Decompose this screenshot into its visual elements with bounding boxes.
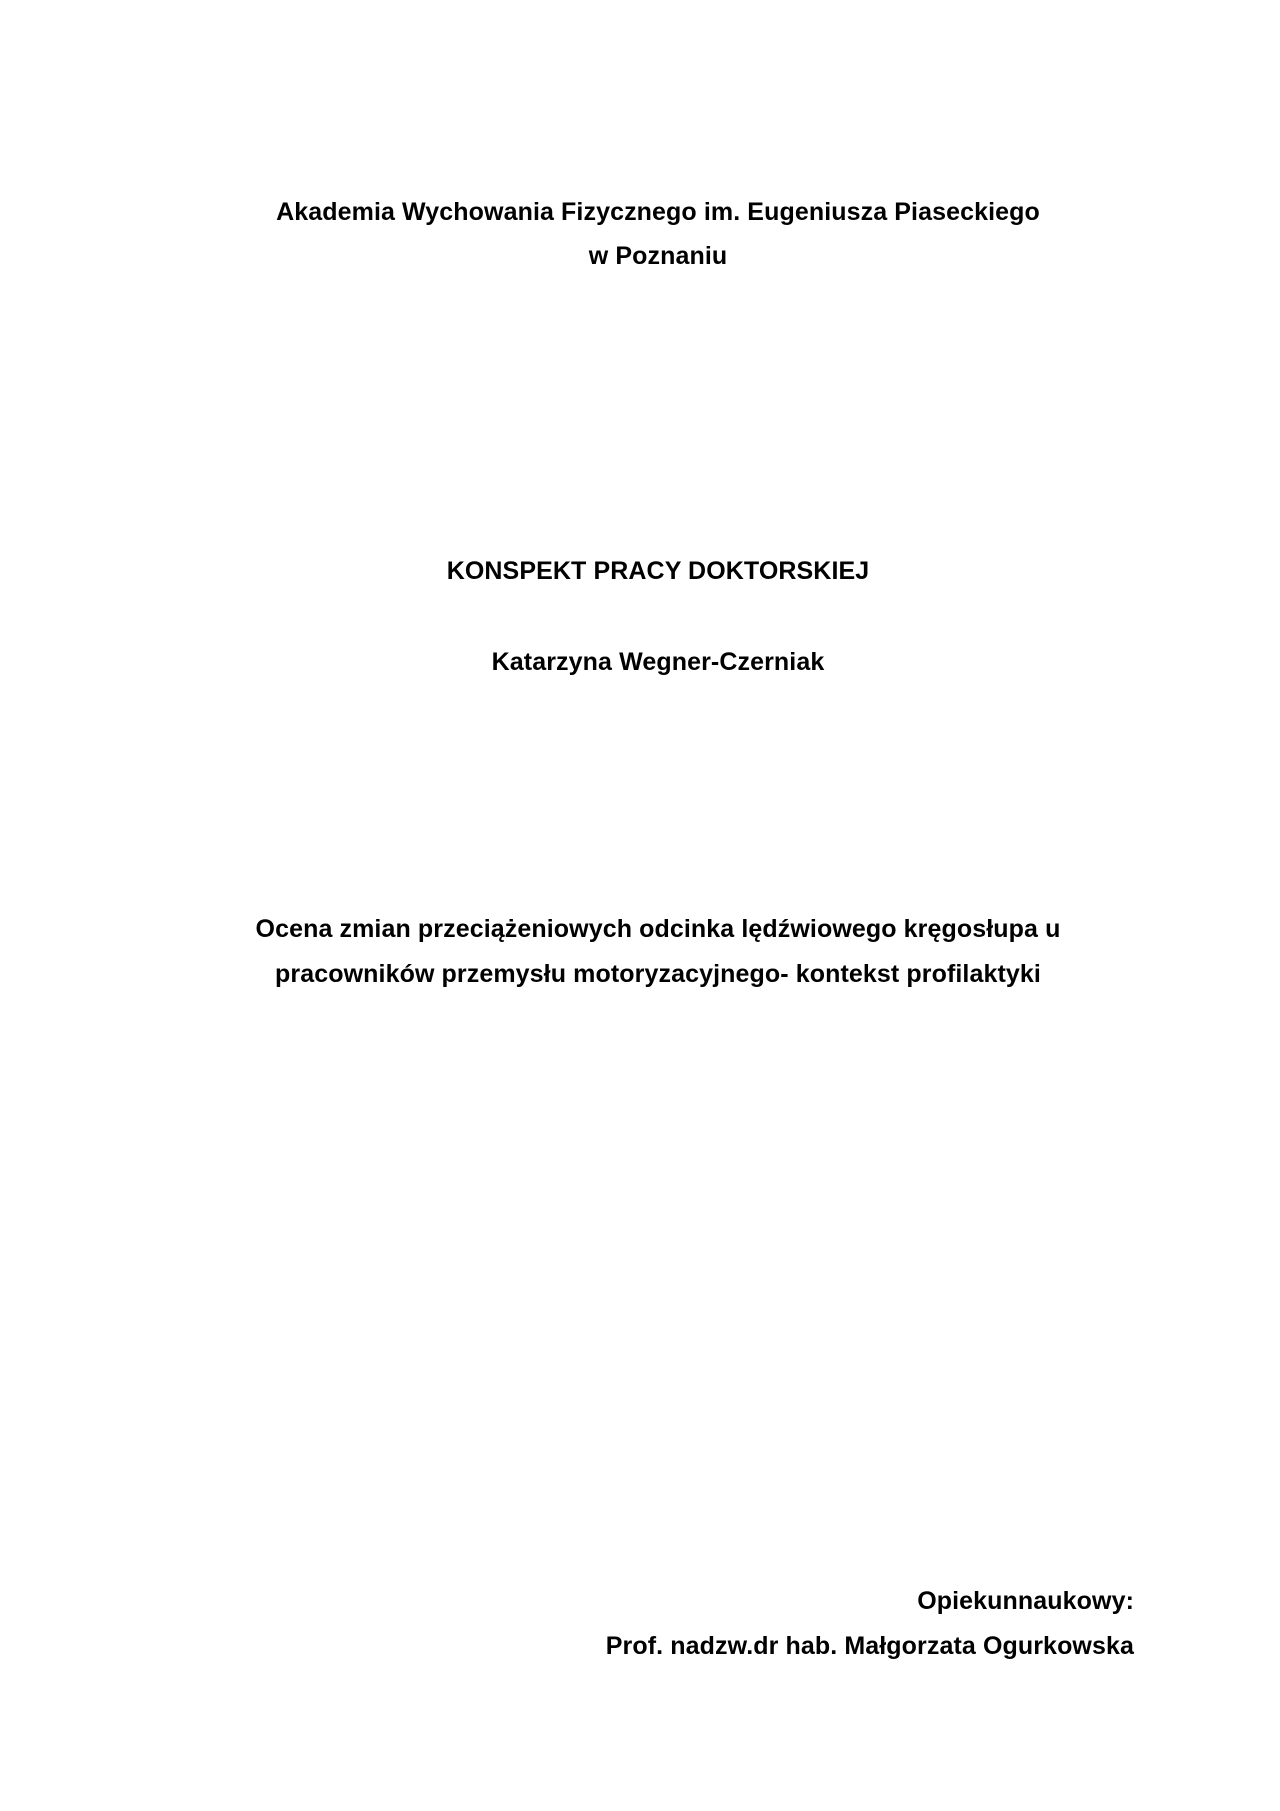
author-name: Katarzyna Wegner-Czerniak	[491, 648, 825, 676]
document-type-heading: KONSPEKT PRACY DOKTORSKIEJ	[446, 557, 870, 585]
supervisor-label: Opiekunnaukowy:	[917, 1587, 1134, 1615]
institution-name: Akademia Wychowania Fizycznego im. Eugeniusza Piaseckiego	[276, 198, 1040, 226]
supervisor-name: Prof. nadzw.dr hab. Małgorzata Ogurkowska	[605, 1632, 1134, 1660]
thesis-title-line-1: Ocena zmian przeciążeniowych odcinka lędźwiowego kręgosłupa u	[255, 915, 1061, 943]
institution-city: w Poznaniu	[588, 242, 728, 270]
thesis-title-line-2: pracowników przemysłu motoryzacyjnego- kontekst profilaktyki	[275, 960, 1041, 988]
